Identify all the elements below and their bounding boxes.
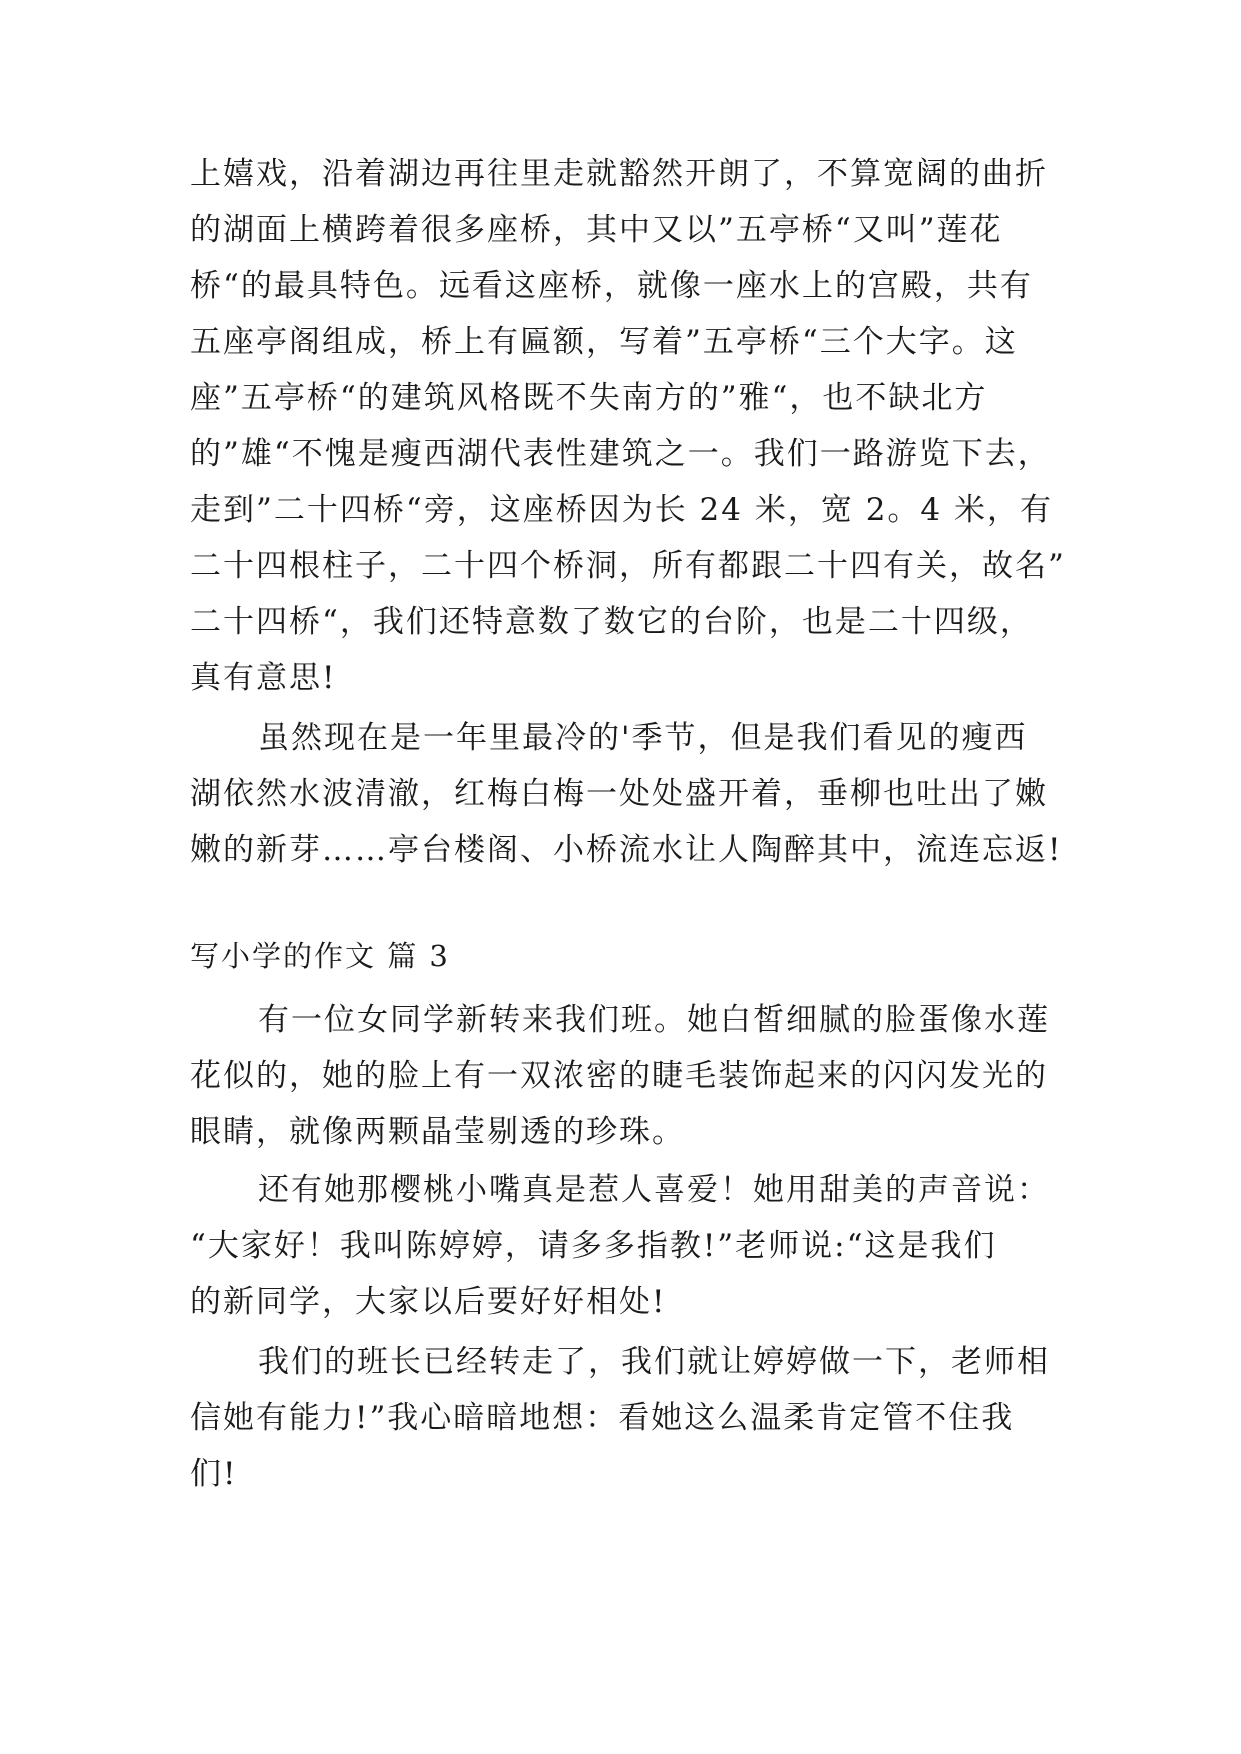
text-line: 嫩的新芽……亭台楼阁、小桥流水让人陶醉其中，流连忘返! bbox=[190, 832, 1063, 868]
paragraph-first-line: 有一位女同学新转来我们班。她白皙细腻的脸蛋像水莲 bbox=[258, 1002, 1050, 1038]
text-line: 二十四根柱子，二十四个桥洞，所有都跟二十四有关，故名” bbox=[190, 548, 1066, 584]
text-line: 二十四桥“，我们还特意数了数它的台阶，也是二十四级， bbox=[190, 604, 1033, 640]
text-line: 上嬉戏，沿着湖边再往里走就豁然开朗了，不算宽阔的曲折 bbox=[190, 156, 1048, 192]
text-line: 五座亭阁组成，桥上有匾额，写着”五亭桥“三个大字。这 bbox=[190, 324, 1018, 360]
text-line: 的新同学，大家以后要好好相处! bbox=[190, 1284, 667, 1320]
text-line: 花似的，她的脸上有一双浓密的睫毛装饰起来的闪闪发光的 bbox=[190, 1058, 1048, 1094]
text-line: 们! bbox=[190, 1456, 238, 1492]
text-line: 座”五亭桥“的建筑风格既不失南方的”雅“，也不缺北方 bbox=[190, 380, 988, 416]
section-heading: 写小学的作文 篇 3 bbox=[190, 939, 450, 973]
text-line: “大家好！我叫陈婷婷，请多多指教!”老师说:“这是我们 bbox=[190, 1228, 997, 1264]
paragraph-first-line: 虽然现在是一年里最冷的'季节，但是我们看见的瘦西 bbox=[258, 720, 1028, 756]
text-line: 湖依然水波清澈，红梅白梅一处处盛开着，垂柳也吐出了嫩 bbox=[190, 776, 1048, 812]
text-line: 走到”二十四桥“旁，这座桥因为长 24 米，宽 2。4 米，有 bbox=[190, 492, 1054, 528]
paragraph-first-line: 我们的班长已经转走了，我们就让婷婷做一下，老师相 bbox=[258, 1344, 1050, 1380]
paragraph-first-line: 还有她那樱桃小嘴真是惹人喜爱！她用甜美的声音说： bbox=[258, 1172, 1050, 1208]
text-line: 眼睛，就像两颗晶莹剔透的珍珠。 bbox=[190, 1114, 685, 1150]
text-line: 真有意思! bbox=[190, 660, 337, 696]
text-line: 的”雄“不愧是瘦西湖代表性建筑之一。我们一路游览下去， bbox=[190, 436, 1051, 472]
text-line: 的湖面上横跨着很多座桥，其中又以”五亭桥“又叫”莲花 bbox=[190, 212, 1003, 248]
text-line: 信她有能力!”我心暗暗地想：看她这么温柔肯定管不住我 bbox=[190, 1400, 1015, 1436]
document-body bbox=[190, 0, 1070, 1754]
text-line: 桥“的最具特色。远看这座桥，就像一座水上的宫殿，共有 bbox=[190, 268, 1033, 304]
